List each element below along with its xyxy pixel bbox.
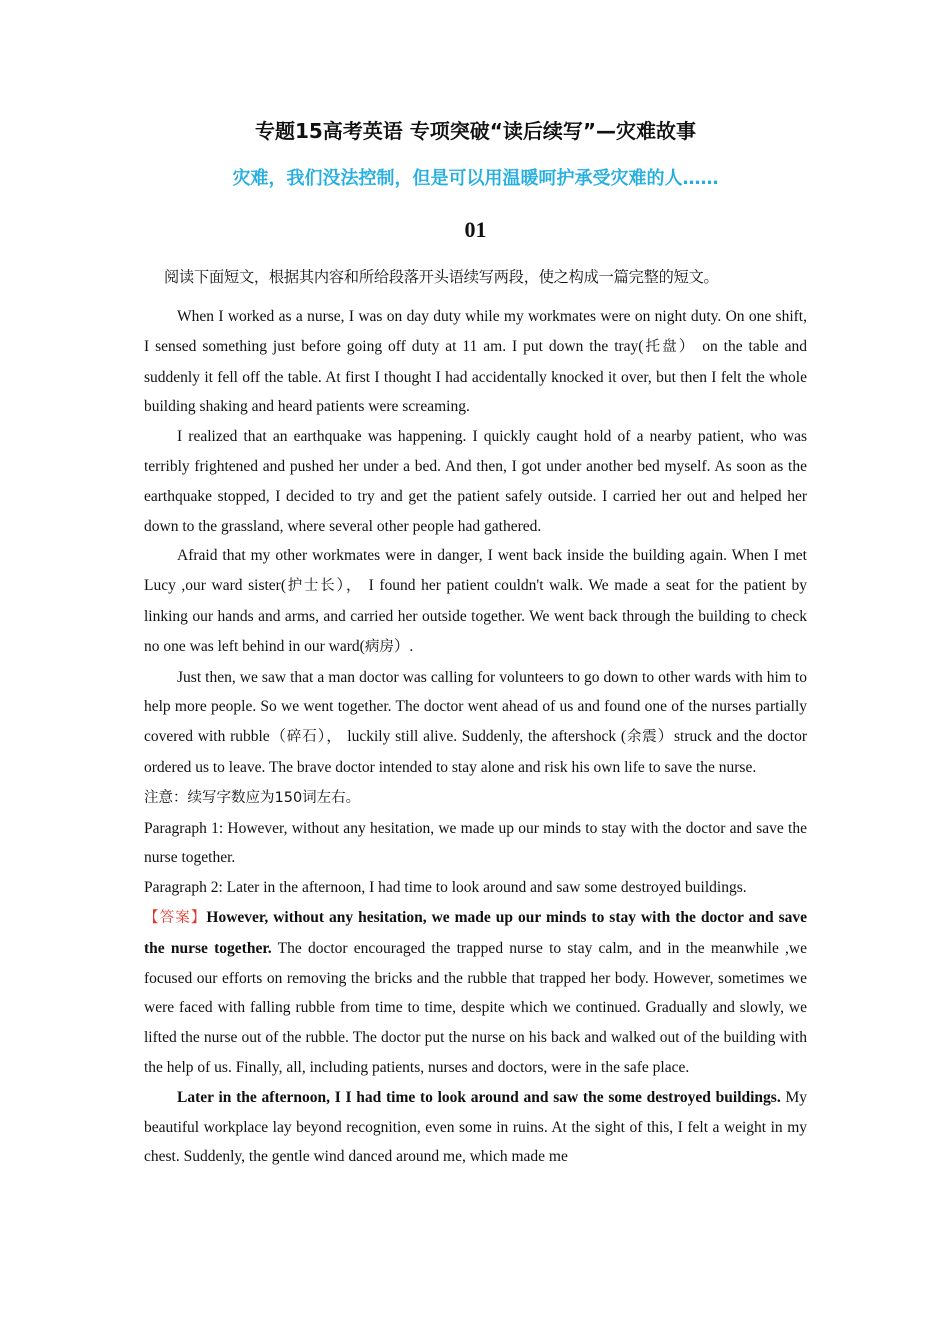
prompt-paragraph-1: Paragraph 1: However, without any hesitation, we made up our minds to stay with the doctor and save the nurse together. [144,819,807,867]
passage-text: ）， I found her patient couldn't walk. We made a seat for the patient by linking our hands and arms, and carried her outside together. We went back through the building to check no one was left behind in our ward( [144,577,808,655]
section-number: 01 [464,217,487,242]
word-count-note [144,783,807,814]
passage-paragraph-2: I realized that an earthquake was happening. I quickly caught hold of a nearby patient, who was terribly frightened and pushed her under a bed. And then, I got under another bed myself. As soon as the earthquake stopped, I decided to try and get the patient safely outside. I carried her out and helped her down to the grassland, where several other people had gathered. [144,428,807,535]
passage-text: Just then, we saw that a man doctor was calling for volunteers to go down to other wards with him to help more people. So we went together. The doctor went ahead of us and found one of the nurses partially covered with rubble（ [144,668,807,746]
passage-text: ） on the table and suddenly it fell off the table. At first I thought I had accidentally knocked it over, but then I felt the whole building shaking and heard patients were screaming. [144,337,808,416]
answer-text-2: My beautiful workplace lay beyond recognition, even some in ruins. At the sight of this, I felt a weight in my chest. Suddenly, the gentle wind danced around me, which made me [144,1088,807,1166]
prompt-paragraph-2: Paragraph 2: Later in the afternoon, I had time to look around and saw some destroyed buildings. [144,879,747,897]
page-title: 专题15高考英语 专项突破“读后续写”—灾难故事 [254,119,697,143]
gloss-text: 护士长 [286,578,337,595]
page-subtitle: 灾难，我们没法控制，但是可以用温暖呵护承受灾难的人…… [232,168,719,189]
gloss-text: 余震 [626,729,658,746]
answer-text-1: The doctor encouraged the trapped nurse to stay calm, and in the meanwhile ,we focused our efforts on removing the bricks and the rubble that trapped her body. However, sometimes we were faced with falling rubble from time to time, despite which we continued. Gradually and slowly, we lifted the nurse out of the rubble. The doctor put the nurse on his back and walked out of the building with the help of us. Finally, all, including patients, nurses and doctors, were in the safe place. [144,939,807,1076]
answer-tag: 【答案】 [144,909,207,926]
gloss-text: 碎石 [286,729,318,746]
passage-text: ）. [393,637,414,655]
passage-paragraph-4 [144,663,807,783]
gloss-text: 病房 [364,638,394,655]
gloss-text: 托盘 [643,338,679,355]
passage-text: Afraid that my other workmates were in danger, I went back inside the building again. When I met Lucy ,our ward sister( [144,547,807,595]
instruction-text: 阅读下面短文，根据其内容和所给段落开头语续写两段，使之构成一篇完整的短文。 [164,268,719,286]
document-content [144,114,807,1172]
passage-paragraph-1 [144,302,807,422]
answer-paragraph-1 [144,903,807,1083]
passage-text: When I worked as a nurse, I was on day duty while my workmates were on night duty. On one shift, I sensed something just before going off duty at 11 am. I put down the tray( [144,308,807,355]
passage-text: ）struck and the doctor ordered us to leave. The brave doctor intended to stay alone and risk his own life to save the nurse. [144,728,808,776]
passage-text: ）， luckily still alive. Suddenly, the aftershock ( [317,728,627,746]
answer-lead-2: Later in the afternoon, I I had time to look around and saw the some destroyed buildings. [177,1088,781,1106]
note-text: 注意：续写字数应为150词左右。 [144,789,361,806]
answer-lead-1: However, without any hesitation, we made up our minds to stay with the doctor and save the nurse together. [144,908,808,957]
answer-paragraph-2 [144,1083,807,1172]
passage-paragraph-3 [144,541,807,662]
